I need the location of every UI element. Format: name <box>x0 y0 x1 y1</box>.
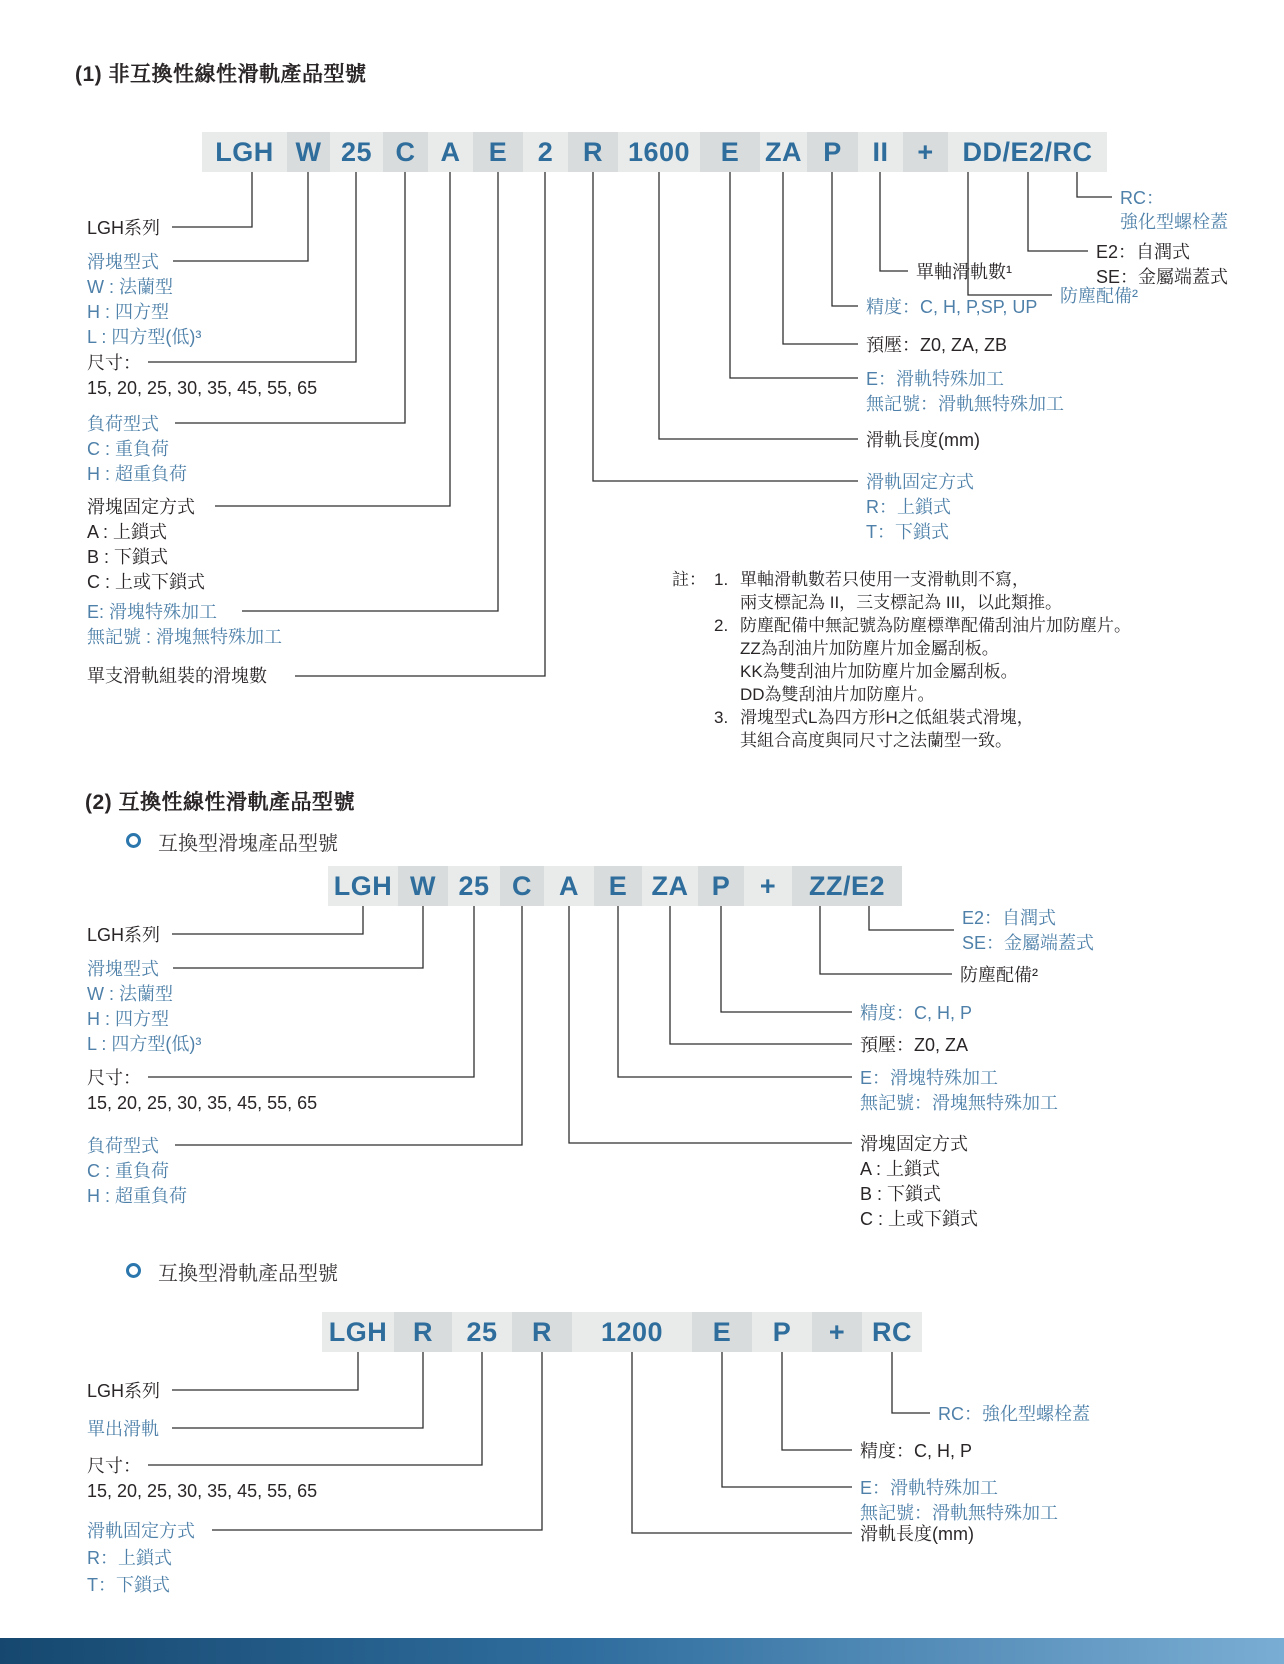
code-segment: E <box>473 132 523 172</box>
s1-rail-fix-option: R：上鎖式 <box>866 497 951 517</box>
code-segment: + <box>903 132 948 172</box>
s1-size-title: 尺寸： <box>87 353 141 373</box>
s1-e2-label: E2：自潤式 <box>1096 242 1191 262</box>
s1-rails-per-axis: 單軸滑軌數¹ <box>916 262 1012 282</box>
s1-block-fix-option: A : 上鎖式 <box>87 522 168 542</box>
s2-series-label: LGH系列 <box>87 925 161 945</box>
s2-e2-label: E2：自潤式 <box>962 908 1057 928</box>
section2-title: (2) 互換性線性滑軌產品型號 <box>85 791 355 814</box>
code-segment: P <box>698 866 744 906</box>
s2-block-type-option: H : 四方型 <box>87 1009 170 1029</box>
code-segment: DD/E2/RC <box>948 132 1107 172</box>
code-segment: R <box>394 1312 452 1352</box>
s2-size-title: 尺寸： <box>87 1068 141 1088</box>
s1-rail-length: 滑軌長度(mm) <box>866 430 980 450</box>
note-line: 其組合高度與同尺寸之法蘭型一致。 <box>740 731 1012 750</box>
model-code-noninterchangeable <box>202 132 1107 172</box>
s1-rc-desc: 強化型螺栓蓋 <box>1120 212 1228 232</box>
s1-block-type-title: 滑塊型式 <box>87 252 159 272</box>
s1-block-special-none: 無記號 : 滑塊無特殊加工 <box>87 627 283 647</box>
s1-blocks-per-rail: 單支滑軌組裝的滑塊數 <box>87 666 267 686</box>
code-segment: P <box>807 132 858 172</box>
notes-label: 註： <box>672 570 706 589</box>
code-segment: ZA <box>642 866 698 906</box>
s3-size-title: 尺寸： <box>87 1456 141 1476</box>
s2-block-fix-option: C : 上或下鎖式 <box>860 1209 979 1229</box>
s3-rail-special-none: 無記號：滑軌無特殊加工 <box>860 1503 1058 1523</box>
s3-rail-special: E：滑軌特殊加工 <box>860 1478 999 1498</box>
s3-series-label: LGH系列 <box>87 1381 161 1401</box>
code-segment: LGH <box>328 866 398 906</box>
code-segment: + <box>812 1312 862 1352</box>
code-segment: 25 <box>330 132 383 172</box>
code-segment: P <box>752 1312 812 1352</box>
s2-block-type-option: W : 法蘭型 <box>87 984 173 1004</box>
note-line: 單軸滑軌數若只使用一支滑軌則不寫， <box>740 570 1029 589</box>
s1-rail-fix-title: 滑軌固定方式 <box>866 472 974 492</box>
s2-se-label: SE：金屬端蓋式 <box>962 933 1095 953</box>
code-segment: W <box>398 866 448 906</box>
s1-block-special: E: 滑塊特殊加工 <box>87 602 218 622</box>
s2-load-title: 負荷型式 <box>87 1136 159 1156</box>
code-segment: + <box>744 866 792 906</box>
s1-series-label: LGH系列 <box>87 218 161 238</box>
code-segment: C <box>383 132 428 172</box>
s2-size-values: 15, 20, 25, 30, 35, 45, 55, 65 <box>87 1093 318 1113</box>
section2-rail-lines <box>148 1352 930 1533</box>
code-segment: C <box>500 866 544 906</box>
s2-block-fix-option: A : 上鎖式 <box>860 1159 941 1179</box>
code-segment: R <box>568 132 618 172</box>
model-code-block-interchangeable <box>328 866 902 906</box>
section2-block-subtitle: 互換型滑塊產品型號 <box>158 833 338 855</box>
code-segment: E <box>692 1312 752 1352</box>
note-line: KK為雙刮油片加防塵片加金屬刮板。 <box>740 662 1018 681</box>
s1-rail-fix-option: T：下鎖式 <box>866 522 949 542</box>
s1-block-type-option: W : 法蘭型 <box>87 277 173 297</box>
s1-block-fix-option: B : 下鎖式 <box>87 547 169 567</box>
s3-rail-length: 滑軌長度(mm) <box>860 1524 974 1544</box>
s2-preload-label: 預壓：Z0, ZA <box>860 1035 969 1055</box>
s3-size-values: 15, 20, 25, 30, 35, 45, 55, 65 <box>87 1481 318 1501</box>
s2-precision-label: 精度：C, H, P <box>860 1003 973 1023</box>
s1-precision-label: 精度：C, H, P,SP, UP <box>866 297 1038 317</box>
s2-block-special-none: 無記號：滑塊無特殊加工 <box>860 1093 1058 1113</box>
model-code-rail-interchangeable <box>322 1312 922 1352</box>
s1-se-label: SE：金屬端蓋式 <box>1096 267 1229 287</box>
s1-block-type-option: L : 四方型(低)³ <box>87 327 202 347</box>
code-segment: ZA <box>760 132 807 172</box>
code-segment: W <box>287 132 330 172</box>
code-segment: A <box>428 132 473 172</box>
note-number: 2. <box>714 616 729 635</box>
code-segment: 2 <box>523 132 568 172</box>
s1-rail-special: E：滑軌特殊加工 <box>866 369 1005 389</box>
s3-rail-fix-option: R：上鎖式 <box>87 1548 172 1568</box>
code-segment: E <box>594 866 642 906</box>
s1-preload-label: 預壓：Z0, ZA, ZB <box>866 335 1008 355</box>
code-segment: 25 <box>452 1312 512 1352</box>
s2-load-option: H : 超重負荷 <box>87 1186 188 1206</box>
s3-single-rail: 單出滑軌 <box>87 1419 159 1439</box>
note-number: 1. <box>714 570 729 589</box>
bullet-icon <box>126 1263 141 1278</box>
code-segment: RC <box>862 1312 922 1352</box>
code-segment: LGH <box>202 132 287 172</box>
s1-load-title: 負荷型式 <box>87 414 159 434</box>
s1-load-option: C : 重負荷 <box>87 439 170 459</box>
note-number: 3. <box>714 708 729 727</box>
s3-rail-fix-title: 滑軌固定方式 <box>87 1521 195 1541</box>
code-segment: LGH <box>322 1312 394 1352</box>
s2-block-type-option: L : 四方型(低)³ <box>87 1034 202 1054</box>
footer-accent-bar <box>0 1638 1284 1664</box>
s3-rc-label: RC：強化型螺栓蓋 <box>938 1404 1090 1424</box>
s1-rail-special-none: 無記號：滑軌無特殊加工 <box>866 394 1064 414</box>
bullet-icon <box>126 833 141 848</box>
section1-title: (1) 非互換性線性滑軌產品型號 <box>75 63 367 86</box>
code-segment: II <box>858 132 903 172</box>
code-segment: 1600 <box>618 132 700 172</box>
section2-rail-subtitle: 互換型滑軌產品型號 <box>158 1263 338 1285</box>
code-segment: ZZ/E2 <box>792 866 902 906</box>
code-segment: 1200 <box>572 1312 692 1352</box>
s1-rc-title: RC： <box>1120 188 1164 208</box>
s2-block-fix-title: 滑塊固定方式 <box>860 1134 968 1154</box>
s2-dust-label: 防塵配備² <box>960 965 1038 985</box>
s2-block-special: E：滑塊特殊加工 <box>860 1068 999 1088</box>
s2-block-type-title: 滑塊型式 <box>87 959 159 979</box>
s3-rail-fix-option: T：下鎖式 <box>87 1575 170 1595</box>
s1-size-values: 15, 20, 25, 30, 35, 45, 55, 65 <box>87 378 318 398</box>
note-line: DD為雙刮油片加防塵片。 <box>740 685 935 704</box>
note-line: 防塵配備中無記號為防塵標準配備刮油片加防塵片。 <box>740 616 1131 635</box>
note-line: 兩支標記為 II，三支標記為 III，以此類推。 <box>740 593 1063 612</box>
note-line: 滑塊型式L為四方形H之低組裝式滑塊， <box>740 708 1034 727</box>
code-segment: R <box>512 1312 572 1352</box>
note-line: ZZ為刮油片加防塵片加金屬刮板。 <box>740 639 999 658</box>
s1-load-option: H : 超重負荷 <box>87 464 188 484</box>
s1-dust-label: 防塵配備² <box>1060 286 1138 306</box>
s1-block-type-option: H : 四方型 <box>87 302 170 322</box>
code-segment: 25 <box>448 866 500 906</box>
s2-block-fix-option: B : 下鎖式 <box>860 1184 942 1204</box>
s3-precision-label: 精度：C, H, P <box>860 1441 973 1461</box>
s1-block-fix-title: 滑塊固定方式 <box>87 497 195 517</box>
code-segment: A <box>544 866 594 906</box>
code-segment: E <box>700 132 760 172</box>
s2-load-option: C : 重負荷 <box>87 1161 170 1181</box>
s1-block-fix-option: C : 上或下鎖式 <box>87 572 206 592</box>
